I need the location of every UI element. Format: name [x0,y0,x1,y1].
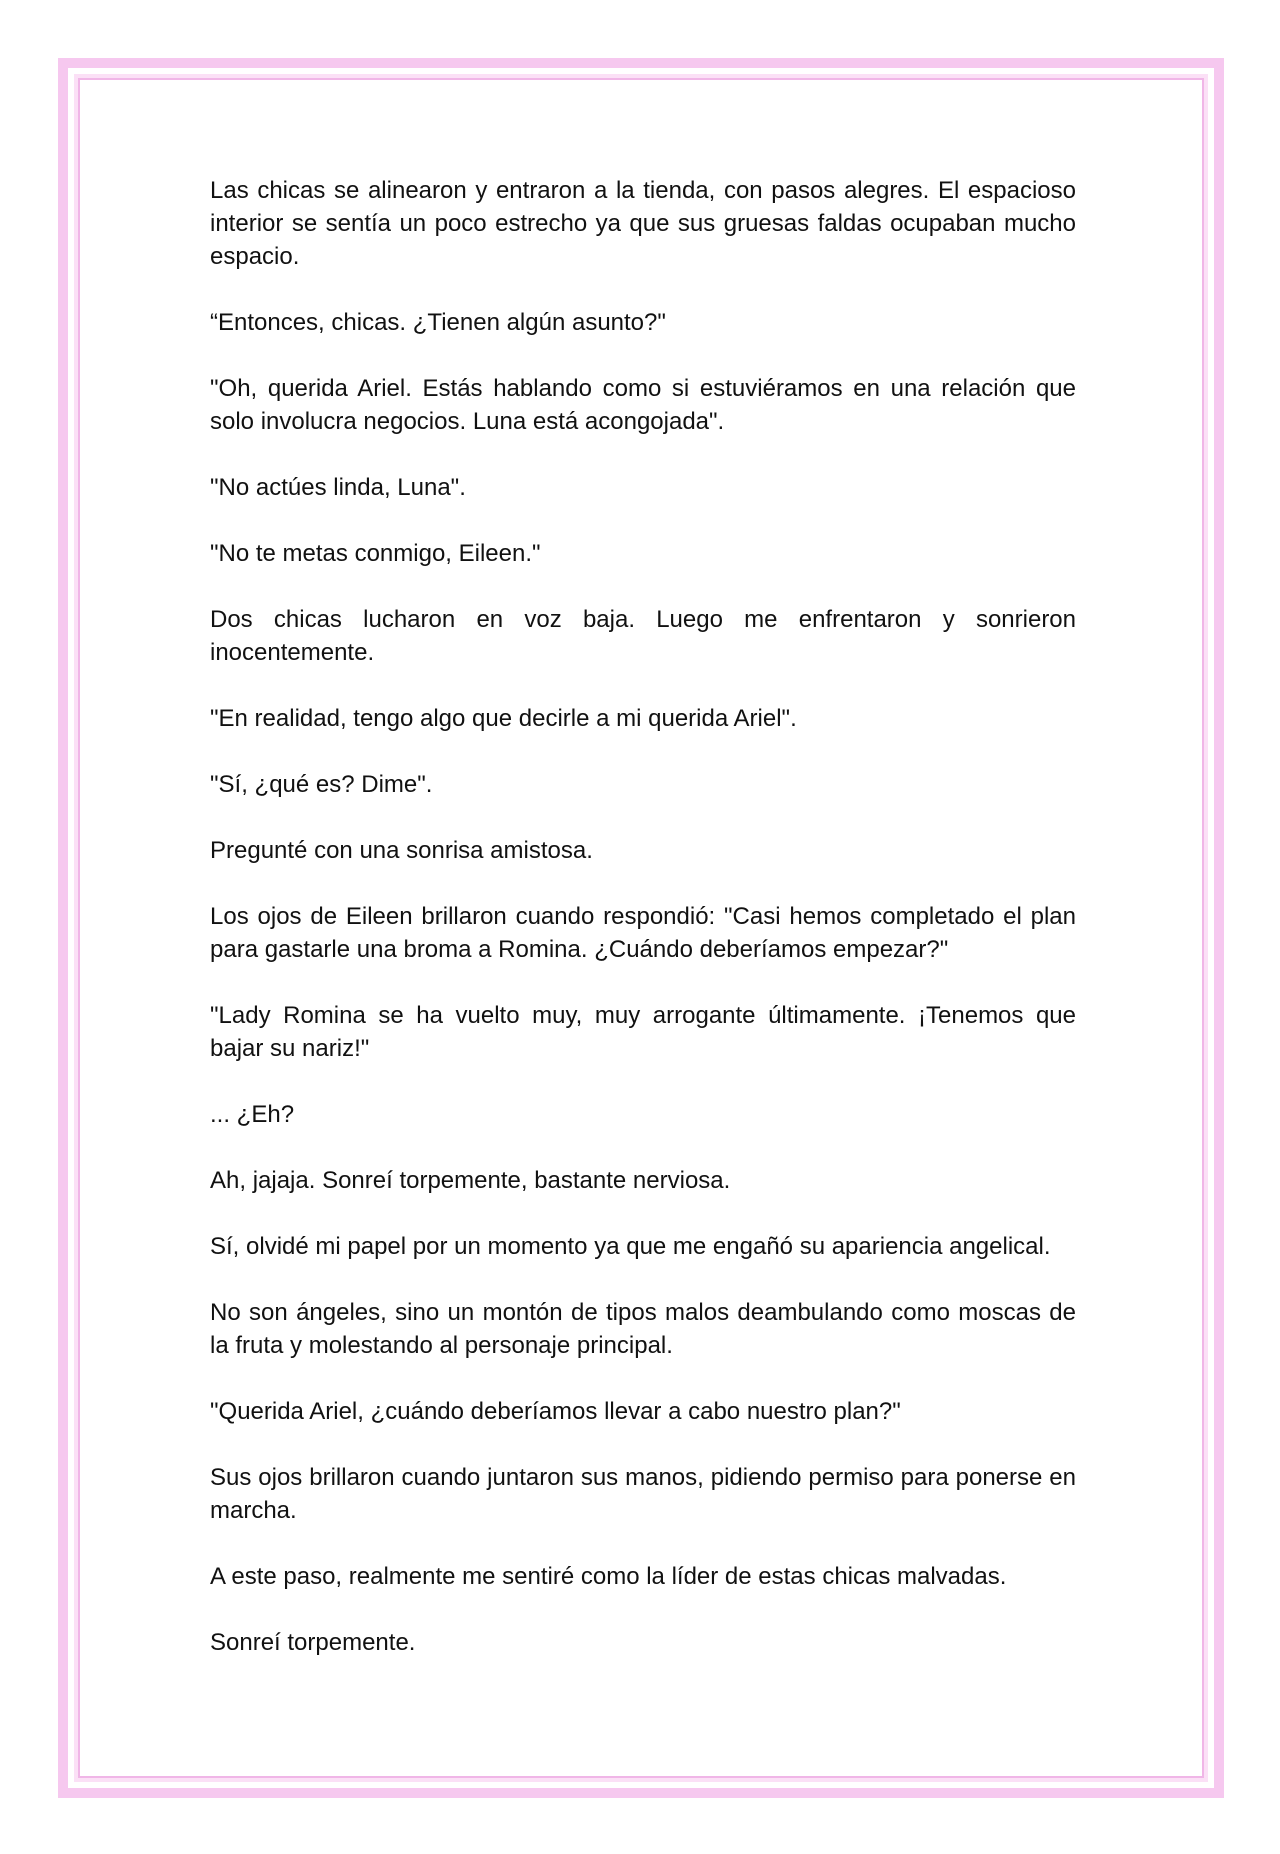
paragraph: Sus ojos brillaron cuando juntaron sus manos, pidiendo permiso para ponerse en marcha. [210,1464,1076,1524]
paragraph: "En realidad, tengo algo que decirle a mi querida Ariel". [210,705,797,732]
paragraph: "Oh, querida Ariel. Estás hablando como si estuviéramos en una relación que solo involucra negocios. Luna está acongojada". [210,375,1076,435]
paragraph: Las chicas se alinearon y entraron a la tienda, con pasos alegres. El espacioso interior se sentía un poco estrecho ya que sus gruesas faldas ocupaban mucho espacio. [210,177,1076,270]
paragraph: Sonreí torpemente. [210,1629,416,1656]
paragraph: “Entonces, chicas. ¿Tienen algún asunto?" [210,309,666,336]
paragraph: No son ángeles, sino un montón de tipos malos deambulando como moscas de la fruta y molestando al personaje principal. [210,1299,1076,1359]
paragraph: Pregunté con una sonrisa amistosa. [210,837,593,864]
paragraph: ... ¿Eh? [210,1101,295,1128]
paragraph: Los ojos de Eileen brillaron cuando respondió: "Casi hemos completado el plan para gastarle una broma a Romina. ¿Cuándo deberíamos empezar?" [210,903,1076,963]
paragraph: "No actúes linda, Luna". [210,474,466,501]
paragraph: Sí, olvidé mi papel por un momento ya que me engañó su apariencia angelical. [210,1233,1051,1260]
paragraph: Dos chicas lucharon en voz baja. Luego me enfrentaron y sonrieron inocentemente. [210,606,1076,666]
paragraph: A este paso, realmente me sentiré como la líder de estas chicas malvadas. [210,1563,1007,1590]
document-body [210,174,1076,1692]
paragraph: "Lady Romina se ha vuelto muy, muy arrogante últimamente. ¡Tenemos que bajar su nariz!" [210,1002,1076,1062]
paragraph: "No te metas conmigo, Eileen." [210,540,541,567]
paragraph: "Querida Ariel, ¿cuándo deberíamos llevar a cabo nuestro plan?" [210,1398,901,1425]
paragraph: "Sí, ¿qué es? Dime". [210,771,433,798]
paragraph: Ah, jajaja. Sonreí torpemente, bastante nerviosa. [210,1167,731,1194]
